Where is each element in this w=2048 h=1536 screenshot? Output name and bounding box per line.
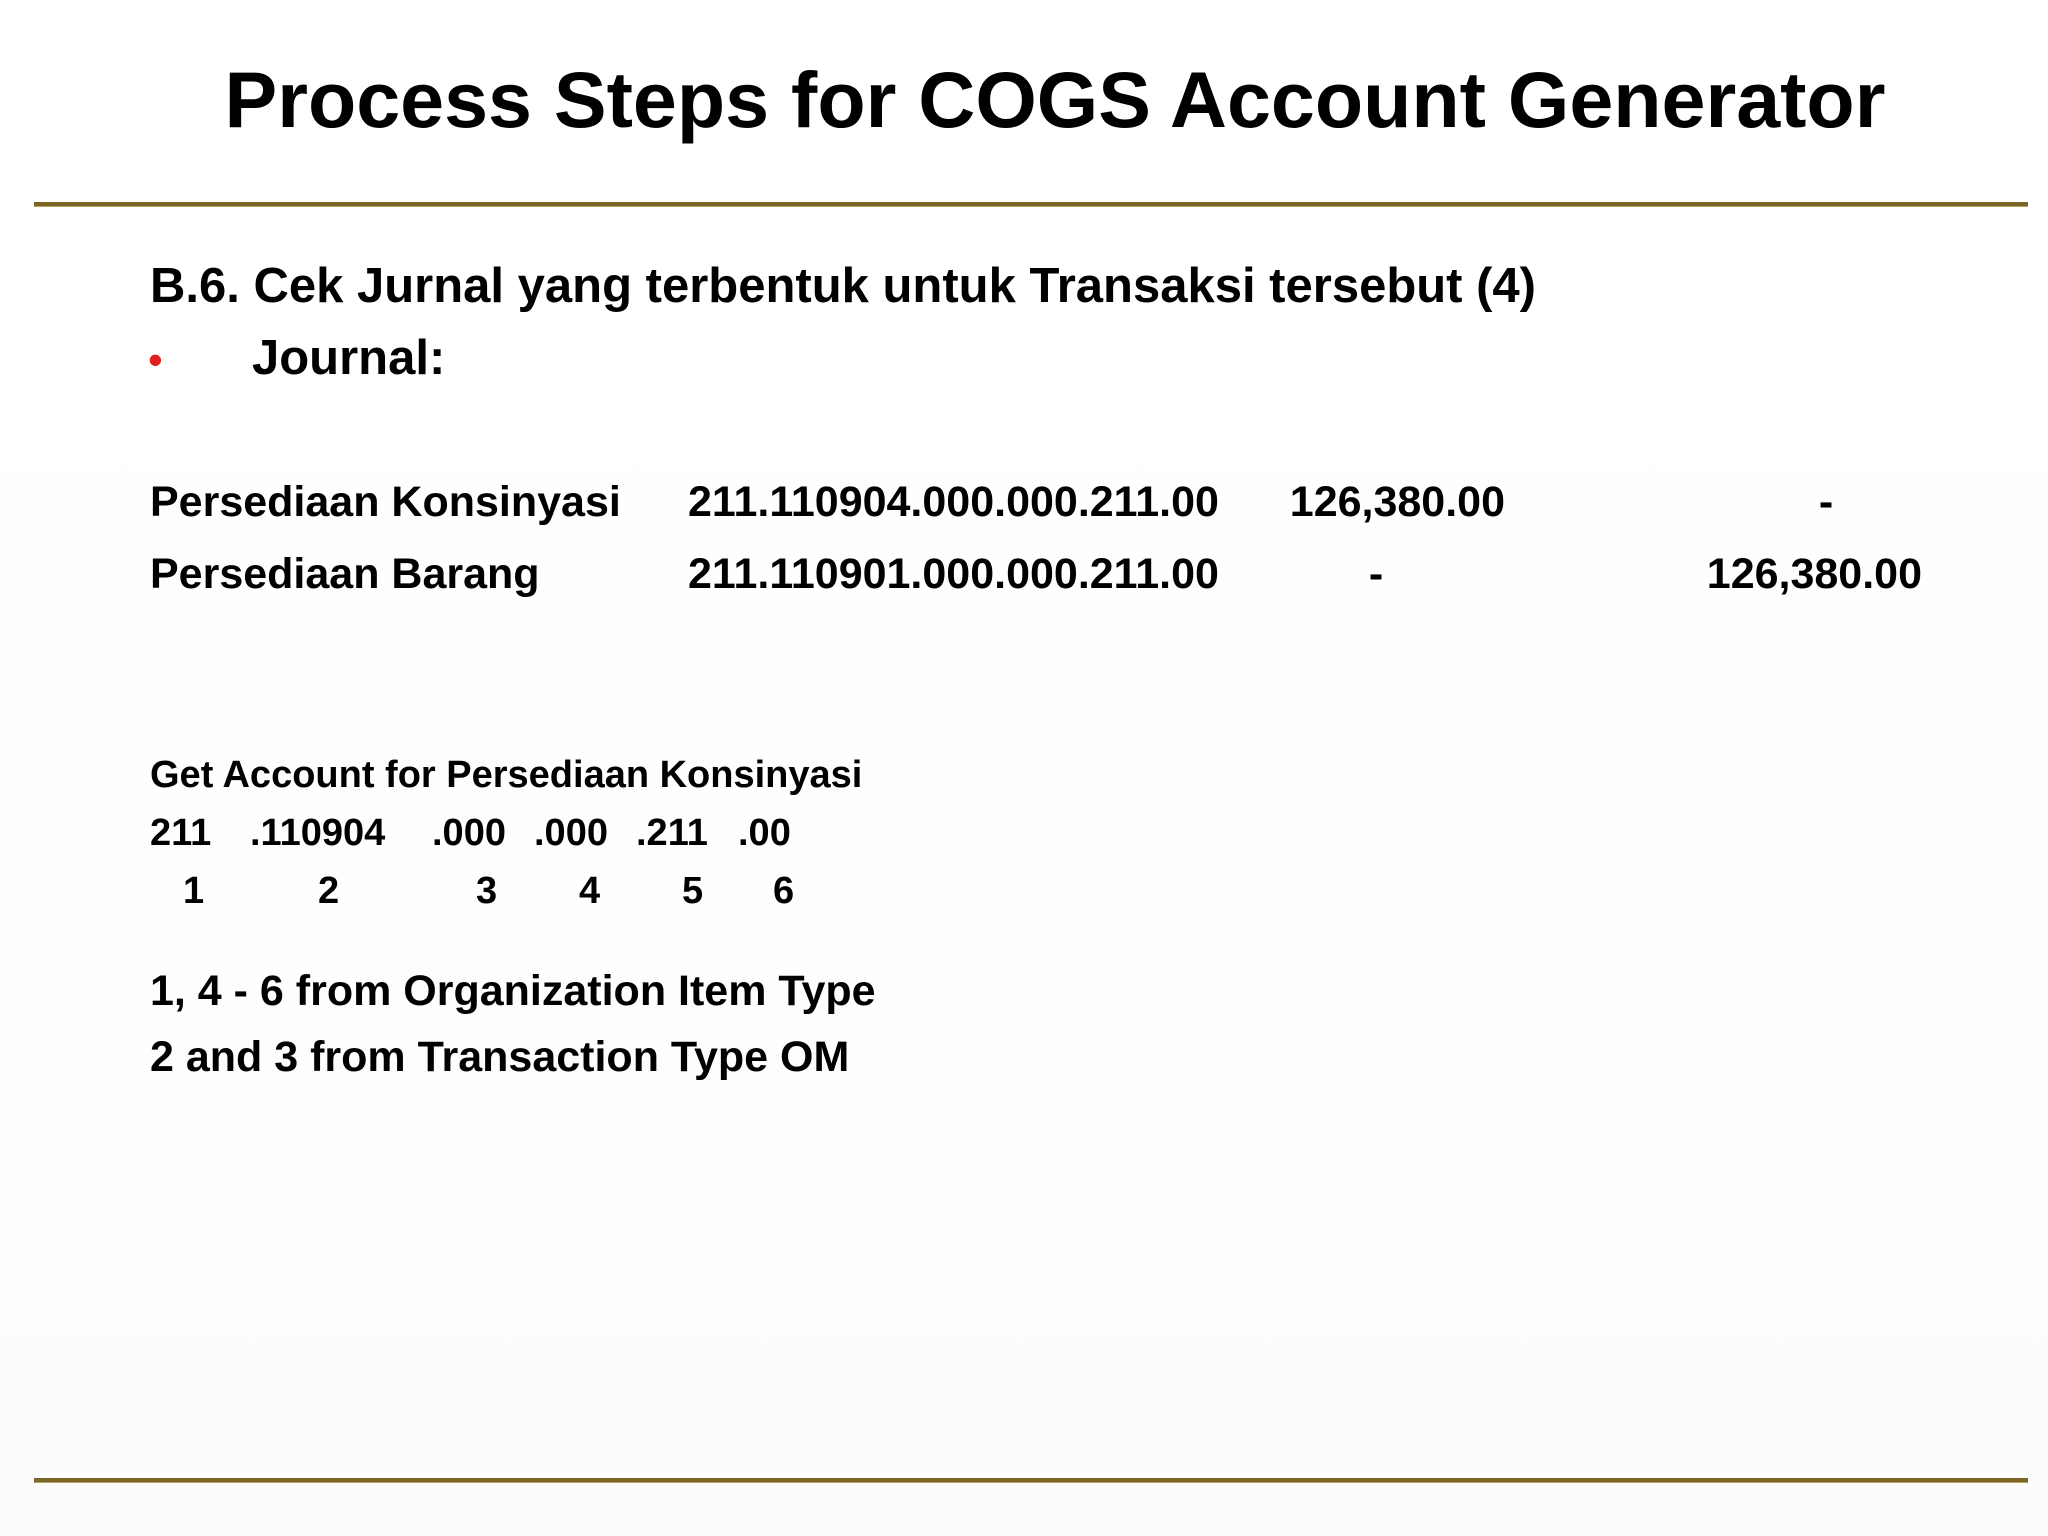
- top-divider: [34, 202, 2028, 207]
- breakdown-title: Get Account for Persediaan Konsinyasi: [150, 754, 863, 796]
- segment-number: 6: [773, 870, 795, 912]
- segment-code: .000: [534, 812, 608, 854]
- source-note: 2 and 3 from Transaction Type OM: [150, 1033, 850, 1081]
- segment-code: .00: [738, 812, 791, 854]
- source-note: 1, 4 - 6 from Organization Item Type: [150, 967, 876, 1015]
- bullet-label: Journal:: [252, 331, 446, 385]
- segment-code: .110904: [250, 812, 386, 854]
- segment-code: .211: [636, 812, 708, 854]
- section-heading: B.6. Cek Jurnal yang terbentuk untuk Transaksi tersebut (4): [150, 259, 1536, 313]
- slide-title: Process Steps for COGS Account Generator: [224, 55, 1886, 144]
- segment-number: 2: [318, 870, 340, 912]
- segment-number: 5: [682, 870, 704, 912]
- journal-row: [0, 546, 2048, 602]
- segment-number-row: [0, 868, 2048, 914]
- segment-number: 1: [183, 870, 205, 912]
- segment-code: 211: [150, 812, 212, 854]
- segment-code: .000: [432, 812, 506, 854]
- journal-account-code: 211.110901.000.000.211.00: [688, 550, 1219, 598]
- journal-credit: 126,380.00: [1706, 550, 1922, 598]
- journal-account-name: Persediaan Barang: [150, 550, 540, 598]
- journal-account-name: Persediaan Konsinyasi: [150, 478, 621, 526]
- segment-number: 3: [476, 870, 498, 912]
- journal-debit: 126,380.00: [1289, 478, 1505, 526]
- segment-code-row: [0, 810, 2048, 856]
- journal-account-code: 211.110904.000.000.211.00: [688, 478, 1219, 526]
- bottom-divider: [34, 1478, 2028, 1483]
- journal-debit: -: [1368, 550, 1384, 598]
- journal-credit: -: [1818, 478, 1834, 526]
- bullet-icon: •: [148, 336, 163, 383]
- journal-row: [0, 474, 2048, 530]
- segment-number: 4: [579, 870, 601, 912]
